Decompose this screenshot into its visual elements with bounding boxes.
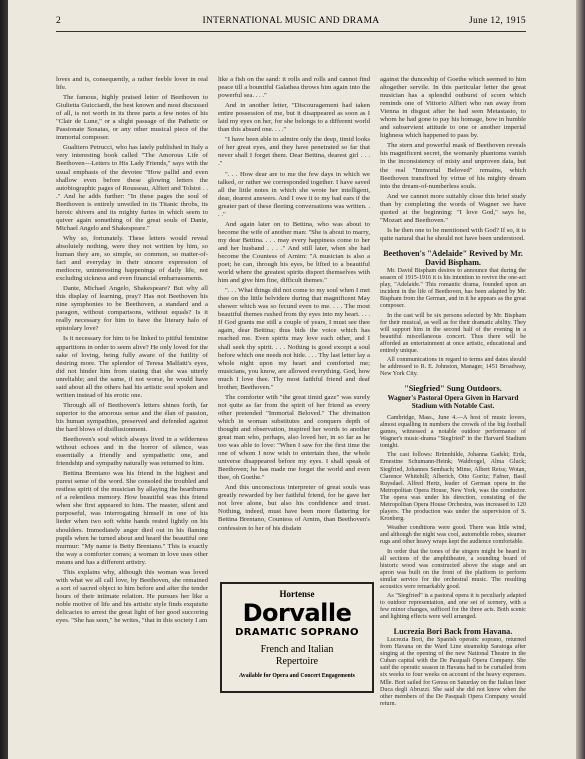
dorvalle-advertisement [220, 582, 374, 693]
paragraph: loves and is, consequently, a rather feeble lover in real life. [56, 76, 208, 92]
paragraph: Bettina Brentano was his friend in the highest and purest sense of the word. She consoled the troubled and restless spirit of the musician by allaying the heartburns of a relentless memory. How beautiful was this friend when she first appeared to him. The master, silent and purposeful, was interrogating himself in one of his lieder when two soft white hands rested lightly on his shoulders. Immediately anger died out in his flaming pupils when he turned about and heard the beautiful one murmur: "My name is Betty Brentano." This is exactly the way a comforter comes; a woman in love uses other means and has a different artistry. [56, 470, 208, 566]
paragraph: Mr. David Bispham desires to announce that during the season of 1915-1916 it is his intention to revive the one-act play, "Adelaide." This romantic drama, founded upon an incident in the life of Beethoven, has been adapted by Mr. Bispham from the German, and in it he appears as the great composer. [380, 267, 526, 310]
column-2 [218, 76, 370, 574]
paragraph: "I have been able to admire only the deep, timid looks of her great eyes, and they have penetrated so far that never shall I forget them. Dear Bettina, dearest girl . . . ." [218, 136, 370, 168]
article-headline-adelaide: Beethoven's "Adelaide" Revived by Mr. David Bispham. [383, 248, 523, 268]
paragraph: Beethoven's soul which always lived in a wilderness without echoes and in the horror of silence, was essentially a friendly and sympathetic one, and friendship and sympathy naturally was returned to him. [56, 436, 208, 468]
paragraph: Dante, Michael Angelo, Shakespeare? But why all this display of learning, pray? Has not Beethoven his nine symphonies to be Beethoven, a standard and a paragon, without comparisons, without equals? Is it really necessary for him to have the literary halo of epistolary love? [56, 285, 208, 333]
paragraph: Is he then one to be mentioned with God? If so, it is quite natural that he should not have been understood. [380, 226, 526, 242]
paragraph: against the dunceship of Goethe which seemed to him altogether servile. In this particular letter the great musician has a splendid outburst of scorn which reminds one of Vittorio Alfieri who ran away from Vienna in disgust after he had seen Metastasio, to whom he had gone to pay his homage, bow in humble and subservient attitude to one or another imperial highness which happened to pass by. [380, 76, 526, 140]
ad-surname: Dorvalle [242, 599, 352, 627]
column-3 [380, 76, 526, 751]
paragraph: All communications in regard to terms and dates should be addressed to R. E. Johnston, Manager, 1451 Broadway, New York City. [380, 357, 526, 378]
issue-date: June 12, 1915 [469, 16, 526, 26]
scan-right-edge [576, 0, 585, 759]
paragraph: The comforter with "the great timid gaze" was surely not quite as far from the spirit of her friend as every other pretended "Immortal Beloved." The divination which in woman substitutes and conquers depth of thought and observation, inspired her words to another great man who, perhaps, also loved her, in so far as he too was able to love: "When I saw for the first time the one of whom I now wish to entertain thee, the whole universe disappeared before my eyes. I shall speak of Beethoven; he has made me forget the world and even thee, oh Goethe." [218, 393, 370, 482]
paragraph: As "Siegfried" is a pastoral opera it is peculiarly adapted to outdoor representation, and one set of scenery, with a few minor changes, sufficed for the three acts. Both scenic and lighting effects were well arranged. [380, 593, 526, 621]
paragraph: And this unconscious interpreter of great souls was greatly rewarded by her faithful friend, for he gave her not love alone, but also his confidence and trust. Nothing, indeed, must have been more flattering for Bettina Brentano, Countess of Arnim, than Beethoven's confession to her of his disdain [218, 484, 370, 532]
page-header [56, 16, 526, 30]
paragraph: ". . . How dear are to me the few days in which we talked, or rather we corresponded together. I have saved all the little notes in which she wrote her intelligent, dear, dearest answers. And I owe it to my bad ears if the greater part of these fleeting conversations was written. . . ." [218, 170, 370, 218]
article-subheadline-siegfried: Wagner's Pastoral Opera Given in Harvard Stadium with Notable Cast. [387, 393, 519, 411]
paragraph: This explains why, although this woman was loved with what we all call love, by Beethoven, she remained a sort of sacred object to him before and after the tender hours of their intimate relation. He pursues her like a noble motive of life and his artistic style finds exquisite delicacies to arrest the great light of her good succoring eyes. "She has seen," he writes, "that in this society I am [56, 568, 208, 625]
ad-availability: Available for Opera and Concert Engagements [239, 673, 355, 679]
paragraph: The stern and powerful mask of Beethoven reveals his magnificent secret, the womanly phantoms vanish in the inconsistency of misty and unproven data, but the real "Immortal Beloved" remains, which Beethoven transfixed by virtue of his mighty dream into the dream-of-numberless souls. [380, 142, 526, 190]
scan-left-edge [0, 0, 8, 759]
paragraph: In order that the tones of the singers might be heard in all sections of the amphitheatre, a sounding board of historic wood was constructed above the stage and an apron was built on the front of the platform to perform similar service for the orchestral music. The resulting acoustics were remarkably good. [380, 548, 526, 590]
paragraph: Is it necessary for him to be linked to pitiful feminine apparitions in order to seem alive? He only loved for the sake of loving, being fully aware of the futility of desiring more. The splendor of Teresa Malfatti's eyes, did not hinder him from stating that she was utterly unreliable; and the same, if not worse, he would have said about all the others had his artistic soul spoken and written instead of his erotic one. [56, 335, 208, 399]
paragraph: Gualtiero Petrucci, who has lately published in Italy a very interesting book called "The Amorous Life of Beethoven—Letters to His Lady Friends," says with the usual emphasis of the devotee "How pallid and even shallow even before these glowing letters the autobiographic pages of Rousseau, Alfieri and Tolstoi . . ." And he adds further: "In these pages the soul of Beethoven is entirely unveiled in its Titanic throbs, its heroic shivers and its mighty furies in which seem to quiver again something of the great souls of Dante, Michael Angelo and Shakespeare." [56, 144, 208, 232]
paragraph: ". . . What things did not come to my soul when I met thee on the little belvidere during that magnificent May shower which was so fecund even to me. . . . The most beautiful themes rushed from thy eyes into my heart. . . . If God grants me still a couple of years, I must see thee again, dear Bettina; thus bids the voice which has reached me. Even spirits may love each other, and I shall seek thy spirit. . . . Nothing is good except a soul before which one needs not hide. . . . Thy last letter lay a whole night upon my heart and comforted me; musicians, you know, are allowed everything. God, how much I love thee. Thy most faithful friend and deaf brother, Beethoven." [218, 287, 370, 391]
article-headline-siegfried: "Siegfried" Sung Outdoors. [404, 384, 502, 394]
page-number: 2 [56, 16, 62, 26]
paragraph: And we cannot more suitably close this brief study than by completing the words of Wagner we have quoted at the beginning: "I love God," says he, "Mozart and Beethoven." [380, 192, 526, 224]
publication-title: INTERNATIONAL MUSIC AND DRAMA [202, 16, 380, 26]
paragraph: The famous, highly praised letter of Beethoven to Giulietta Guicciardi, the best known and most discussed of all, is not worth in its three parts a few notes of his "Clair de Lune," or a slight passage of the Pathetic or Passionate Sonatas, or any other musical piece of the immortal composer. [56, 94, 208, 142]
paragraph: In the cast will be six persons selected by Mr. Bispham for their musical, as well as for their dramatic ability. They will support him in the second half of the evening in a beautiful miscellaneous concert. Thus there will be afforded an entertainment at once artistic, educational and entirely unique. [380, 312, 526, 354]
header-rule [56, 31, 526, 32]
article-headline-bori: Lucrezia Bori Back from Havana. [393, 627, 513, 637]
ad-first-name: Hortense [279, 589, 315, 599]
ad-repertoire-line-2: Repertoire [275, 656, 319, 667]
column-1 [56, 76, 208, 751]
ad-role: DRAMATIC SOPRANO [235, 627, 359, 638]
paragraph: like a fish on the sand: it rolls and rolls and cannot find peace till a bountiful Galathea throws him again into the powerful sea. . . ." [218, 76, 370, 100]
paragraph: Through all of Beethoven's letters shines forth, far superior to the amorous sense and the élan of passion, his human sympathies, preserved and defended against the hard blows of disillusionment. [56, 401, 208, 433]
paragraph: Cambridge, Mass., June 4.—A host of music lovers, almost equalling in numbers the crowds of the big football games, witnessed a notable outdoor performance of Wagner's music-drama "Siegfried" in the Harvard Stadium tonight. [380, 414, 526, 450]
paragraph: The cast follows: Brünnhilde, Johanna Gadski; Erda, Ernestine Schumann-Heink; Waldvogel, Alma Gluck; Siegfried, Johannes Sembach; Mime, Albert Reiss; Wotan, Clarence Whitehill; Alberich, Otto Goritz; Fafner, Basil Ruysdael. Alfred Hertz, leader of German opera in the Metropolitan Opera House, New York, was the conductor. The opera was under his direction, consisting of the Metropolitan Opera House Orchestra, was increased to 120 players. The production was under the supervision of S. Kronberg. [380, 452, 526, 523]
ad-repertoire-line-1: French and Italian [260, 644, 334, 655]
paragraph: Weather conditions were good. There was little wind, and although the night was cool, automobile robes, steamer rugs and other heavy wraps kept the audience comfortable. [380, 525, 526, 546]
paragraph: And again later on to Bettina, who was about to become the wife of another man: "She is about to marry, my dear Bettina. . . . may every happiness come to her and her husband . . . ." And still later, when she had become the Countess of Arnim: "A musician is also a poet; he can, through his eyes, be lifted to a beautiful world where the greatest spirits disport themselves with him and give him fine, difficult themes." [218, 220, 370, 285]
paragraph: Lucrezia Bori, the Spanish operatic soprano, returned from Havana on the Ward Line steamship Saratoga after singing at the opening of the new National Theatre in the Cuban capital with the De Pasquali Opera Company. She said the operatic season in Havana had to be curtailed from six weeks to four weeks on account of the heavy expenses. Mlle. Bori sailed for Genoa on Saturday on the Italian liner Duca degli Abruzzi. She said she did not know when the other members of the De Pasquali Opera Company would return. [380, 636, 526, 707]
paragraph: Why so, fortunately. These letters would reveal absolutely nothing, were they not written by him, so human they are, so simple, so common, so matter-of-fact and everyday in their sincere expression of mediocre, uninteresting happenings of daily life, not excluding sickness and even financial embarrassments. [56, 234, 208, 283]
paragraph: And in another letter, "Discouragement had taken entire possession of me, but it disappeared as soon as I laid my eyes on her, for she belongs to a different world than this absurd one. . . ." [218, 102, 370, 134]
